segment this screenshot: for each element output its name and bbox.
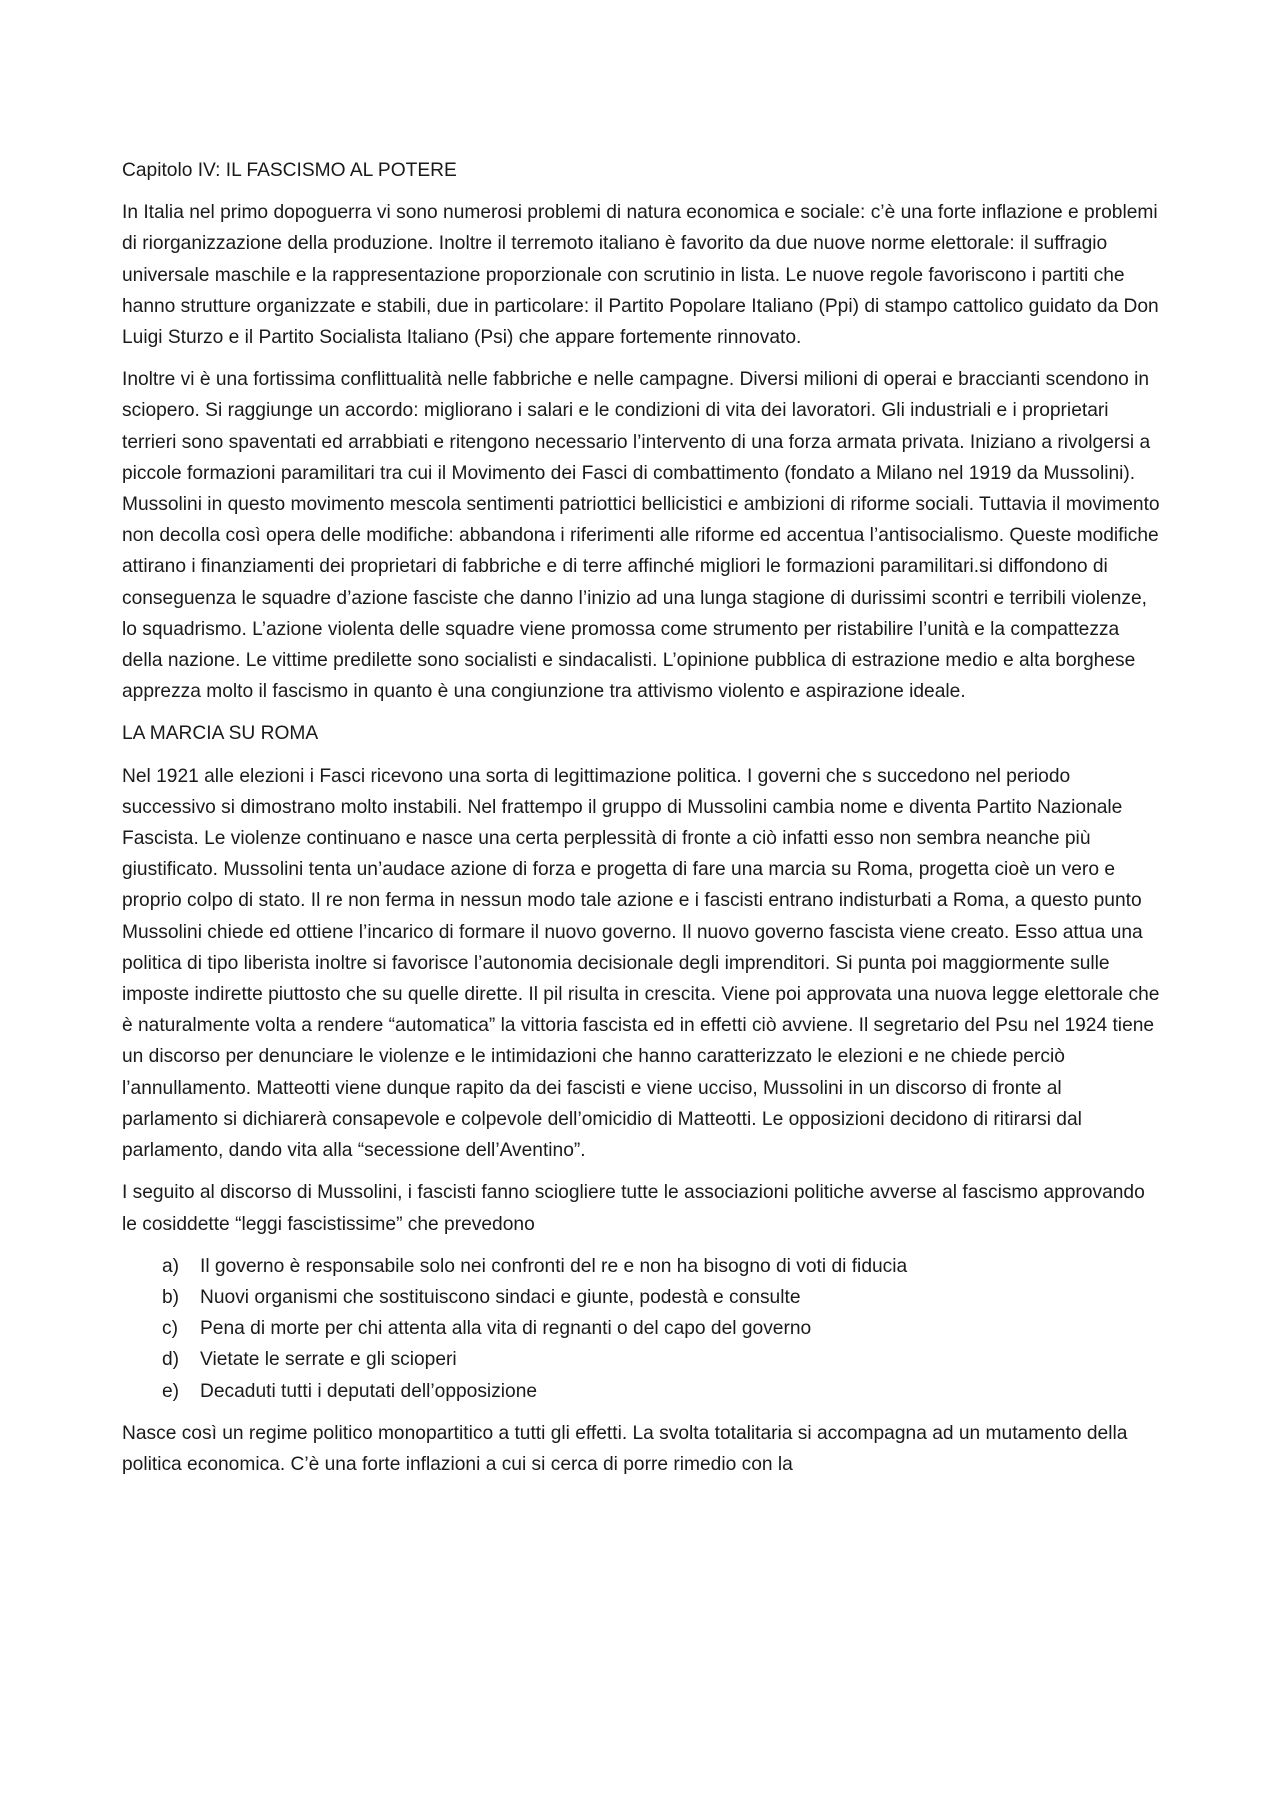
laws-list — [122, 1251, 1162, 1407]
list-marker: c) — [162, 1318, 178, 1340]
chapter-title: Capitolo IV: IL FASCISMO AL POTERE — [122, 160, 457, 181]
list-item-text: Vietate le serrate e gli scioperi — [200, 1349, 457, 1371]
section-title: LA MARCIA SU ROMA — [122, 723, 319, 745]
list-item — [122, 1344, 1162, 1375]
list-item — [122, 1376, 1162, 1407]
paragraph-laws-intro: I seguito al discorso di Mussolini, i fascisti fanno sciogliere tutte le associazioni politiche avverse al fascismo approvando le cosiddette “leggi fascistissime” che prevedono — [122, 1182, 1145, 1235]
list-marker: e) — [162, 1380, 180, 1402]
list-item-text: Decaduti tutti i deputati dell’opposizione — [200, 1380, 538, 1402]
list-marker: b) — [162, 1286, 180, 1308]
list-item — [122, 1251, 1162, 1282]
paragraph-closing: Nasce così un regime politico monopartitico a tutti gli effetti. La svolta totalitaria si accompagna ad un mutamento della politica economica. C’è una forte inflazioni a cui si cerca di porre rimedio con la — [122, 1422, 1128, 1475]
paragraph-march: Nel 1921 alle elezioni i Fasci ricevono una sorta di legittimazione politica. I governi che s succedono nel periodo successivo si dimostrano molto instabili. Nel frattempo il gruppo di Mussolini cambia nome e diventa Partito Nazionale Fascista. Le violenze continuano e nasce una certa perplessità di fronte a ciò infatti esso non sembra neanche più giustificato. Mussolini tenta un’audace azione di forza e progetta di fare una marcia su Roma, progetta cioè un vero e proprio colpo di stato. Il re non ferma in nessun modo tale azione e i fascisti entrano indisturbati a Roma, a questo punto Mussolini chiede ed ottiene l’incarico di formare il nuovo governo. Il nuovo governo fascista viene creato. Esso attua una politica di tipo liberista inoltre si favorisce l’autonomia decisionale degli imprenditori. Si punta poi maggiormente sulle imposte indirette piuttosto che su quelle dirette. Il pil risulta in crescita. Viene poi approvata una nuova legge elettorale che è naturalmente volta a rendere “automatica” la vittoria fascista ed in effetti ciò avviene. Il segretario del Psu nel 1924 tiene un discorso per denunciare le violenze e le intimidazioni che hanno caratterizzato le elezioni e ne chiede perciò l’annullamento. Matteotti viene dunque rapito da dei fascisti e viene ucciso, Mussolini in un discorso di fronte al parlamento si dichiarerà consapevole e colpevole dell’omicidio di Matteotti. Le opposizioni decidono di ritirarsi dal parlamento, dando vita alla “secessione dell’Aventino”. — [122, 765, 1160, 1162]
list-item — [122, 1282, 1162, 1313]
paragraph-conflict: Inoltre vi è una fortissima conflittualità nelle fabbriche e nelle campagne. Diversi milioni di operai e braccianti scendono in sciopero. Si raggiunge un accordo: migliorano i salari e le condizioni di vita dei lavoratori. Gli industriali e i proprietari terrieri sono spaventati ed arrabbiati e ritengono necessario l’intervento di una forza armata privata. Iniziano a rivolgersi a piccole formazioni paramilitari tra cui il Movimento dei Fasci di combattimento (fondato a Milano nel 1919 da Mussolini). Mussolini in questo movimento mescola sentimenti patriottici bellicistici e ambizioni di riforme sociali. Tuttavia il movimento non decolla così opera delle modifiche: abbandona i riferimenti alle riforme ed accentua l’antisocialismo. Queste modifiche attirano i finanziamenti dei proprietari di fabbriche e di terre affinché migliori le formazioni paramilitari.si diffondono di conseguenza le squadre d’azione fasciste che danno l’inizio ad una lunga stagione di durissimi scontri e terribili violenze, lo squadrismo. L’azione violenta delle squadre viene promossa come strumento per ristabilire l’unità e la compattezza della nazione. Le vittime predilette sono socialisti e sindacalisti. L’opinione pubblica di estrazione medio e alta borghese apprezza molto il fascismo in quanto è una congiunzione tra attivismo violento e aspirazione ideale. — [122, 369, 1160, 703]
list-item — [122, 1313, 1162, 1344]
list-marker: d) — [162, 1349, 180, 1371]
list-item-text: Pena di morte per chi attenta alla vita di regnanti o del capo del governo — [200, 1318, 812, 1340]
list-item-text: Nuovi organismi che sostituiscono sindaci e giunte, podestà e consulte — [200, 1286, 801, 1308]
document-body — [122, 155, 1162, 1491]
paragraph-intro: In Italia nel primo dopoguerra vi sono numerosi problemi di natura economica e sociale: c’è una forte inflazione e problemi di riorganizzazione della produzione. Inoltre il terremoto italiano è favorito da due nuove norme elettorale: il suffragio universale maschile e la rappresentazione proporzionale con scrutinio in lista. Le nuove regole favoriscono i partiti che hanno strutture organizzate e stabili, due in particolare: il Partito Popolare Italiano (Ppi) di stampo cattolico guidato da Don Luigi Sturzo e il Partito Socialista Italiano (Psi) che appare fortemente rinnovato. — [122, 202, 1159, 349]
list-item-text: Il governo è responsabile solo nei confronti del re e non ha bisogno di voti di fiducia — [200, 1255, 908, 1277]
list-marker: a) — [162, 1255, 180, 1277]
